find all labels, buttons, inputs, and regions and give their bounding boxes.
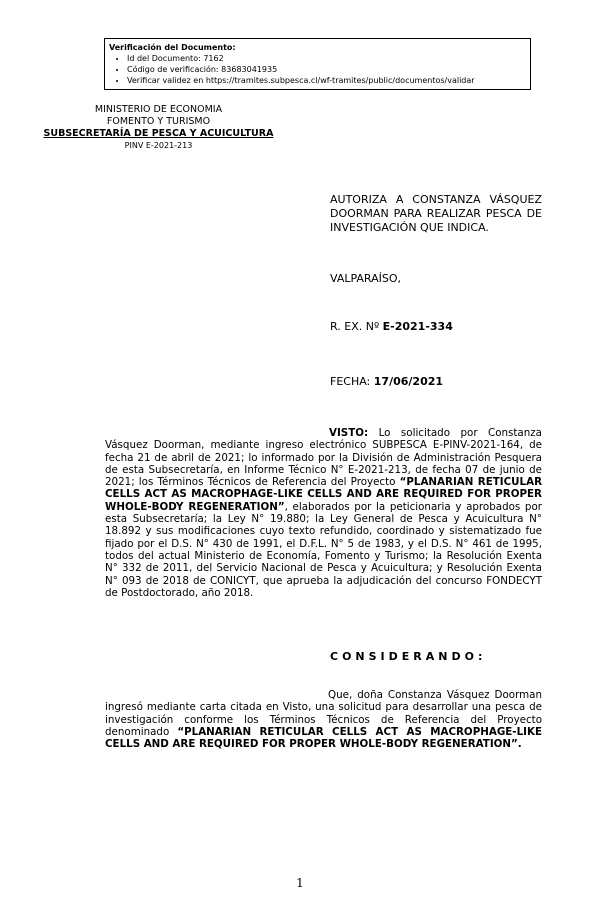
resolution-label: R. EX. Nº	[330, 320, 380, 333]
ministry-line-2: FOMENTO Y TURISMO	[106, 116, 211, 127]
page-number: 1	[296, 876, 304, 890]
file-reference: PINV E-2021-213	[124, 141, 193, 150]
verification-box	[104, 38, 531, 90]
verification-item-url[interactable]: • Verificar validez en https://tramites.subpesca.cl/wf-tramites/public/documentos/validar	[127, 75, 526, 86]
resolution-subject: AUTORIZA A CONSTANZA VÁSQUEZ DOORMAN PARA REALIZAR PESCA DE INVESTIGACIÓN QUE INDICA.	[330, 193, 542, 234]
visto-text-2: , elaborados por la peticionaria y aprobados por esta Subsecretaría; la Ley N° 19.880; la Ley General de Pesca y Acuicultura N° 18.892 y sus modificaciones cuyo texto refundido, coordinado y sistematizado fue fijado por el D.S. N° 430 de 1991, el D.F.L. N° 5 de 1983, y el D.S. N° 461 de 1995, todos del actual Ministerio de Economía, Fomento y Turismo; la Resolución Exenta N° 332 de 2011, del Servicio Nacional de Pesca y Acuicultura; y Resolución Exenta N° 093 de 2018 de CONICYT, que aprueba la adjudicación del concurso FONDECYT de Postdoctorado, año 2018.	[105, 500, 542, 599]
verification-title: Verificación del Documento:	[109, 43, 236, 52]
considerando-paragraph	[105, 689, 542, 750]
resolution-number	[330, 320, 453, 333]
visto-heading: VISTO:	[329, 427, 369, 439]
date-label: FECHA:	[330, 375, 371, 388]
visto-text-1: Lo solicitado por Constanza Vásquez Doorman, mediante ingreso electrónico SUBPESCA E-PINV-2021-164, de fecha 21 de abril de 2021; lo informado por la División de Administración Pesquera de esta Subsecretaría, en Informe Técnico N° E-2021-213, de fecha 07 de junio de 2021; los Términos Técnicos de Referencia del Proyecto	[105, 427, 542, 489]
ministry-line-1: MINISTERIO DE ECONOMIA	[94, 104, 223, 115]
ministry-line-3: SUBSECRETARÍA DE PESCA Y ACUICULTURA	[43, 128, 274, 139]
verification-item-code: • Código de verificación: 83683041935	[127, 64, 526, 75]
ministry-header	[36, 104, 281, 152]
verification-list	[109, 53, 526, 86]
resolution-value: E-2021-334	[382, 320, 453, 333]
city: VALPARAÍSO,	[330, 272, 402, 285]
date-value: 17/06/2021	[373, 375, 444, 388]
considerando-heading: CONSIDERANDO:	[330, 650, 487, 663]
considerando-project-title: “PLANARIAN RETICULAR CELLS ACT AS MACROPHAGE-LIKE CELLS AND ARE REQUIRED FOR PROPER WHOLE-BODY REGENERATION”.	[105, 725, 542, 751]
visto-paragraph	[105, 427, 542, 599]
resolution-date	[330, 375, 443, 388]
visto-project-title: “PLANARIAN RETICULAR CELLS ACT AS MACROPHAGE-LIKE CELLS AND ARE REQUIRED FOR PROPER WHOLE-BODY REGENERATION”	[105, 476, 542, 513]
verification-item-id: • Id del Documento: 7162	[127, 53, 526, 64]
considerando-text-1: Que, doña Constanza Vásquez Doorman ingresó mediante carta citada en Visto, una solicitud para desarrollar una pesca de investigación conforme los Términos Técnicos de Referencia del Proyecto denominado	[105, 689, 542, 738]
